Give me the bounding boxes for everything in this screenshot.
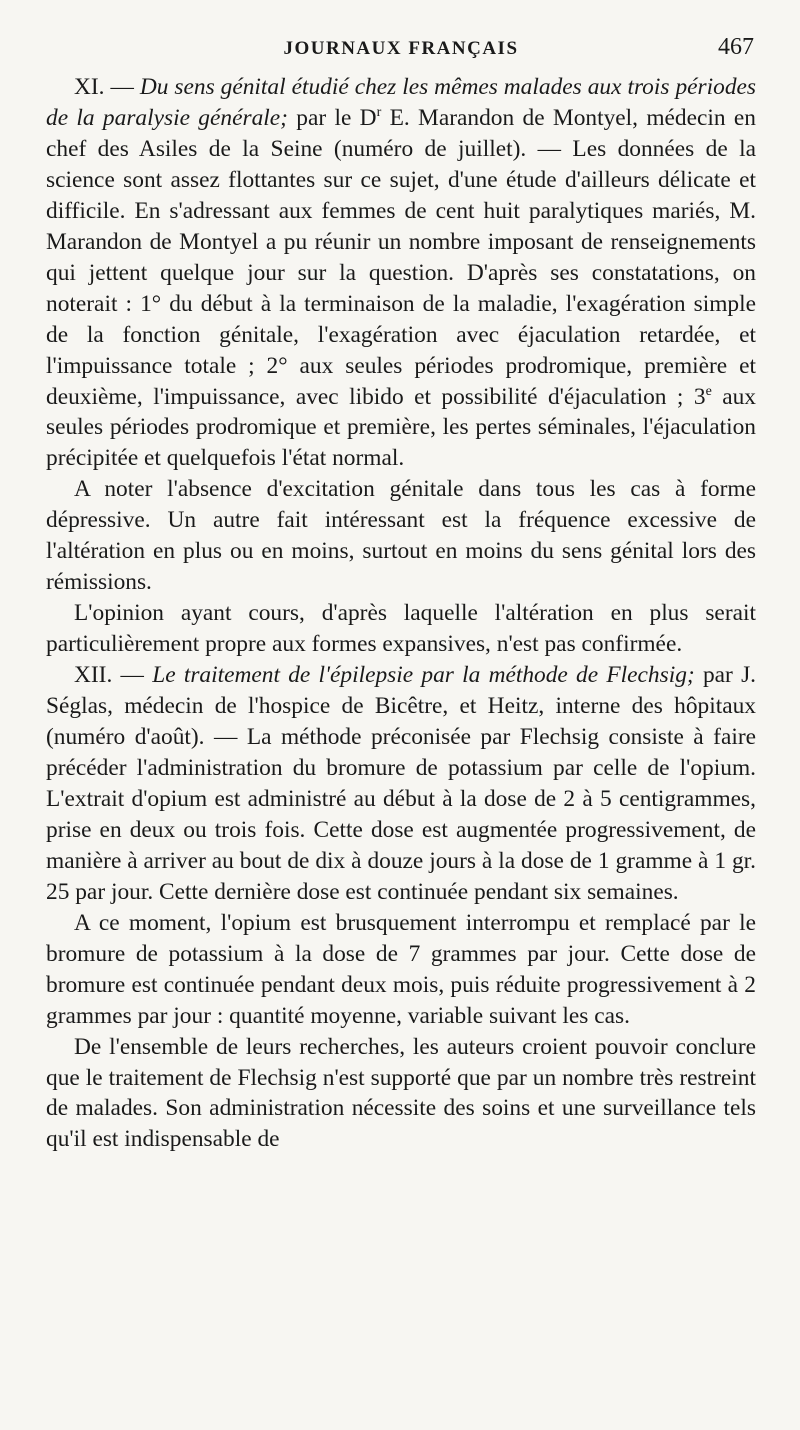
article-xii-paragraph-1 [46, 660, 756, 908]
article-xii-paragraph-2: A ce moment, l'opium est brusquement interrompu et remplacé par le bromure de potassium à la dose de 7 grammes par jour. Cette dose de bromure est continuée pendant deux mois, puis réduite progressivement à 2 grammes par jour : quantité moyenne, variable suivant les cas. [46, 909, 756, 1029]
article-xi-paragraph-1 [46, 72, 756, 474]
article-xi-author-sup: r [376, 104, 382, 121]
article-xi-paragraph-2: A noter l'absence d'excitation génitale dans tous les cas à forme dépressive. Un autre fait intéressant est la fréquence excessive de l'altération en plus ou en moins, surtout en moins du sens génital lors des rémissions. [46, 476, 756, 596]
page-header [46, 34, 756, 72]
running-title: JOURNAUX FRANÇAIS [283, 38, 519, 59]
article-xi-tail: aux seules périodes prodromique et première, les pertes séminales, l'éjaculation précipitée et quelquefois l'état normal. [46, 383, 756, 472]
page-number: 467 [718, 34, 754, 60]
article-xi-paragraph-3: L'opinion ayant cours, d'après laquelle l'altération en plus serait particulièrement propre aux formes expansives, n'est pas confirmée. [46, 600, 756, 658]
article-xi-author-pre: par le D [287, 104, 377, 131]
article-xi-title: Du sens génital étudié chez les mêmes malades aux trois périodes de la paralysie générale; [46, 74, 756, 131]
article-xii-title: Le traitement de l'épilepsie par la méthode de Flechsig; [152, 662, 695, 689]
article-xi-number: XI. — [74, 74, 140, 100]
article-xii-body: par J. Séglas, médecin de l'hospice de Bicêtre, et Heitz, interne des hôpitaux (numéro d'août). — La méthode préconisée par Flechsig consiste à faire précéder l'administration du bromure de potassium par celle de l'opium. L'extrait d'opium est administré au début à la dose de 2 à 5 centigrammes, prise en deux ou trois fois. Cette dose est augmentée progressivement, de manière à arriver au bout de dix à douze jours à la dose de 1 gramme à 1 gr. 25 par jour. Cette dernière dose est continuée pendant six semaines. [46, 662, 757, 905]
article-xii-number: XII. — [74, 662, 153, 689]
body-text [46, 72, 756, 1155]
article-xii-paragraph-3: De l'ensemble de leurs recherches, les auteurs croient pouvoir conclure que le traitement de Flechsig n'est supporté que par un nombre très restreint de malades. Son administration nécessite des soins et une surveillance tels qu'il est indispensable de [46, 1033, 756, 1153]
article-xi-body: E. Marandon de Montyel, médecin en chef des Asiles de la Seine (numéro de juillet). — Les données de la science sont assez flottantes sur ce sujet, d'une étude d'ailleurs délicate et difficile. En s'adressant aux femmes de cent huit paralytiques mariés, M. Marandon de Montyel a pu réunir un nombre imposant de renseignements qui jettent quelque jour sur la question. D'après ses constatations, on noterait : 1° du début à la terminaison de la maladie, l'exagération simple de la fonction génitale, l'exagération avec éjaculation retardée, et l'impuissance totale ; 2° aux seules périodes prodromique, première et deuxième, l'impuissance, avec libido et possibilité d'éjaculation ; 3 [46, 104, 756, 410]
article-xi-sup-e: e [705, 382, 712, 399]
